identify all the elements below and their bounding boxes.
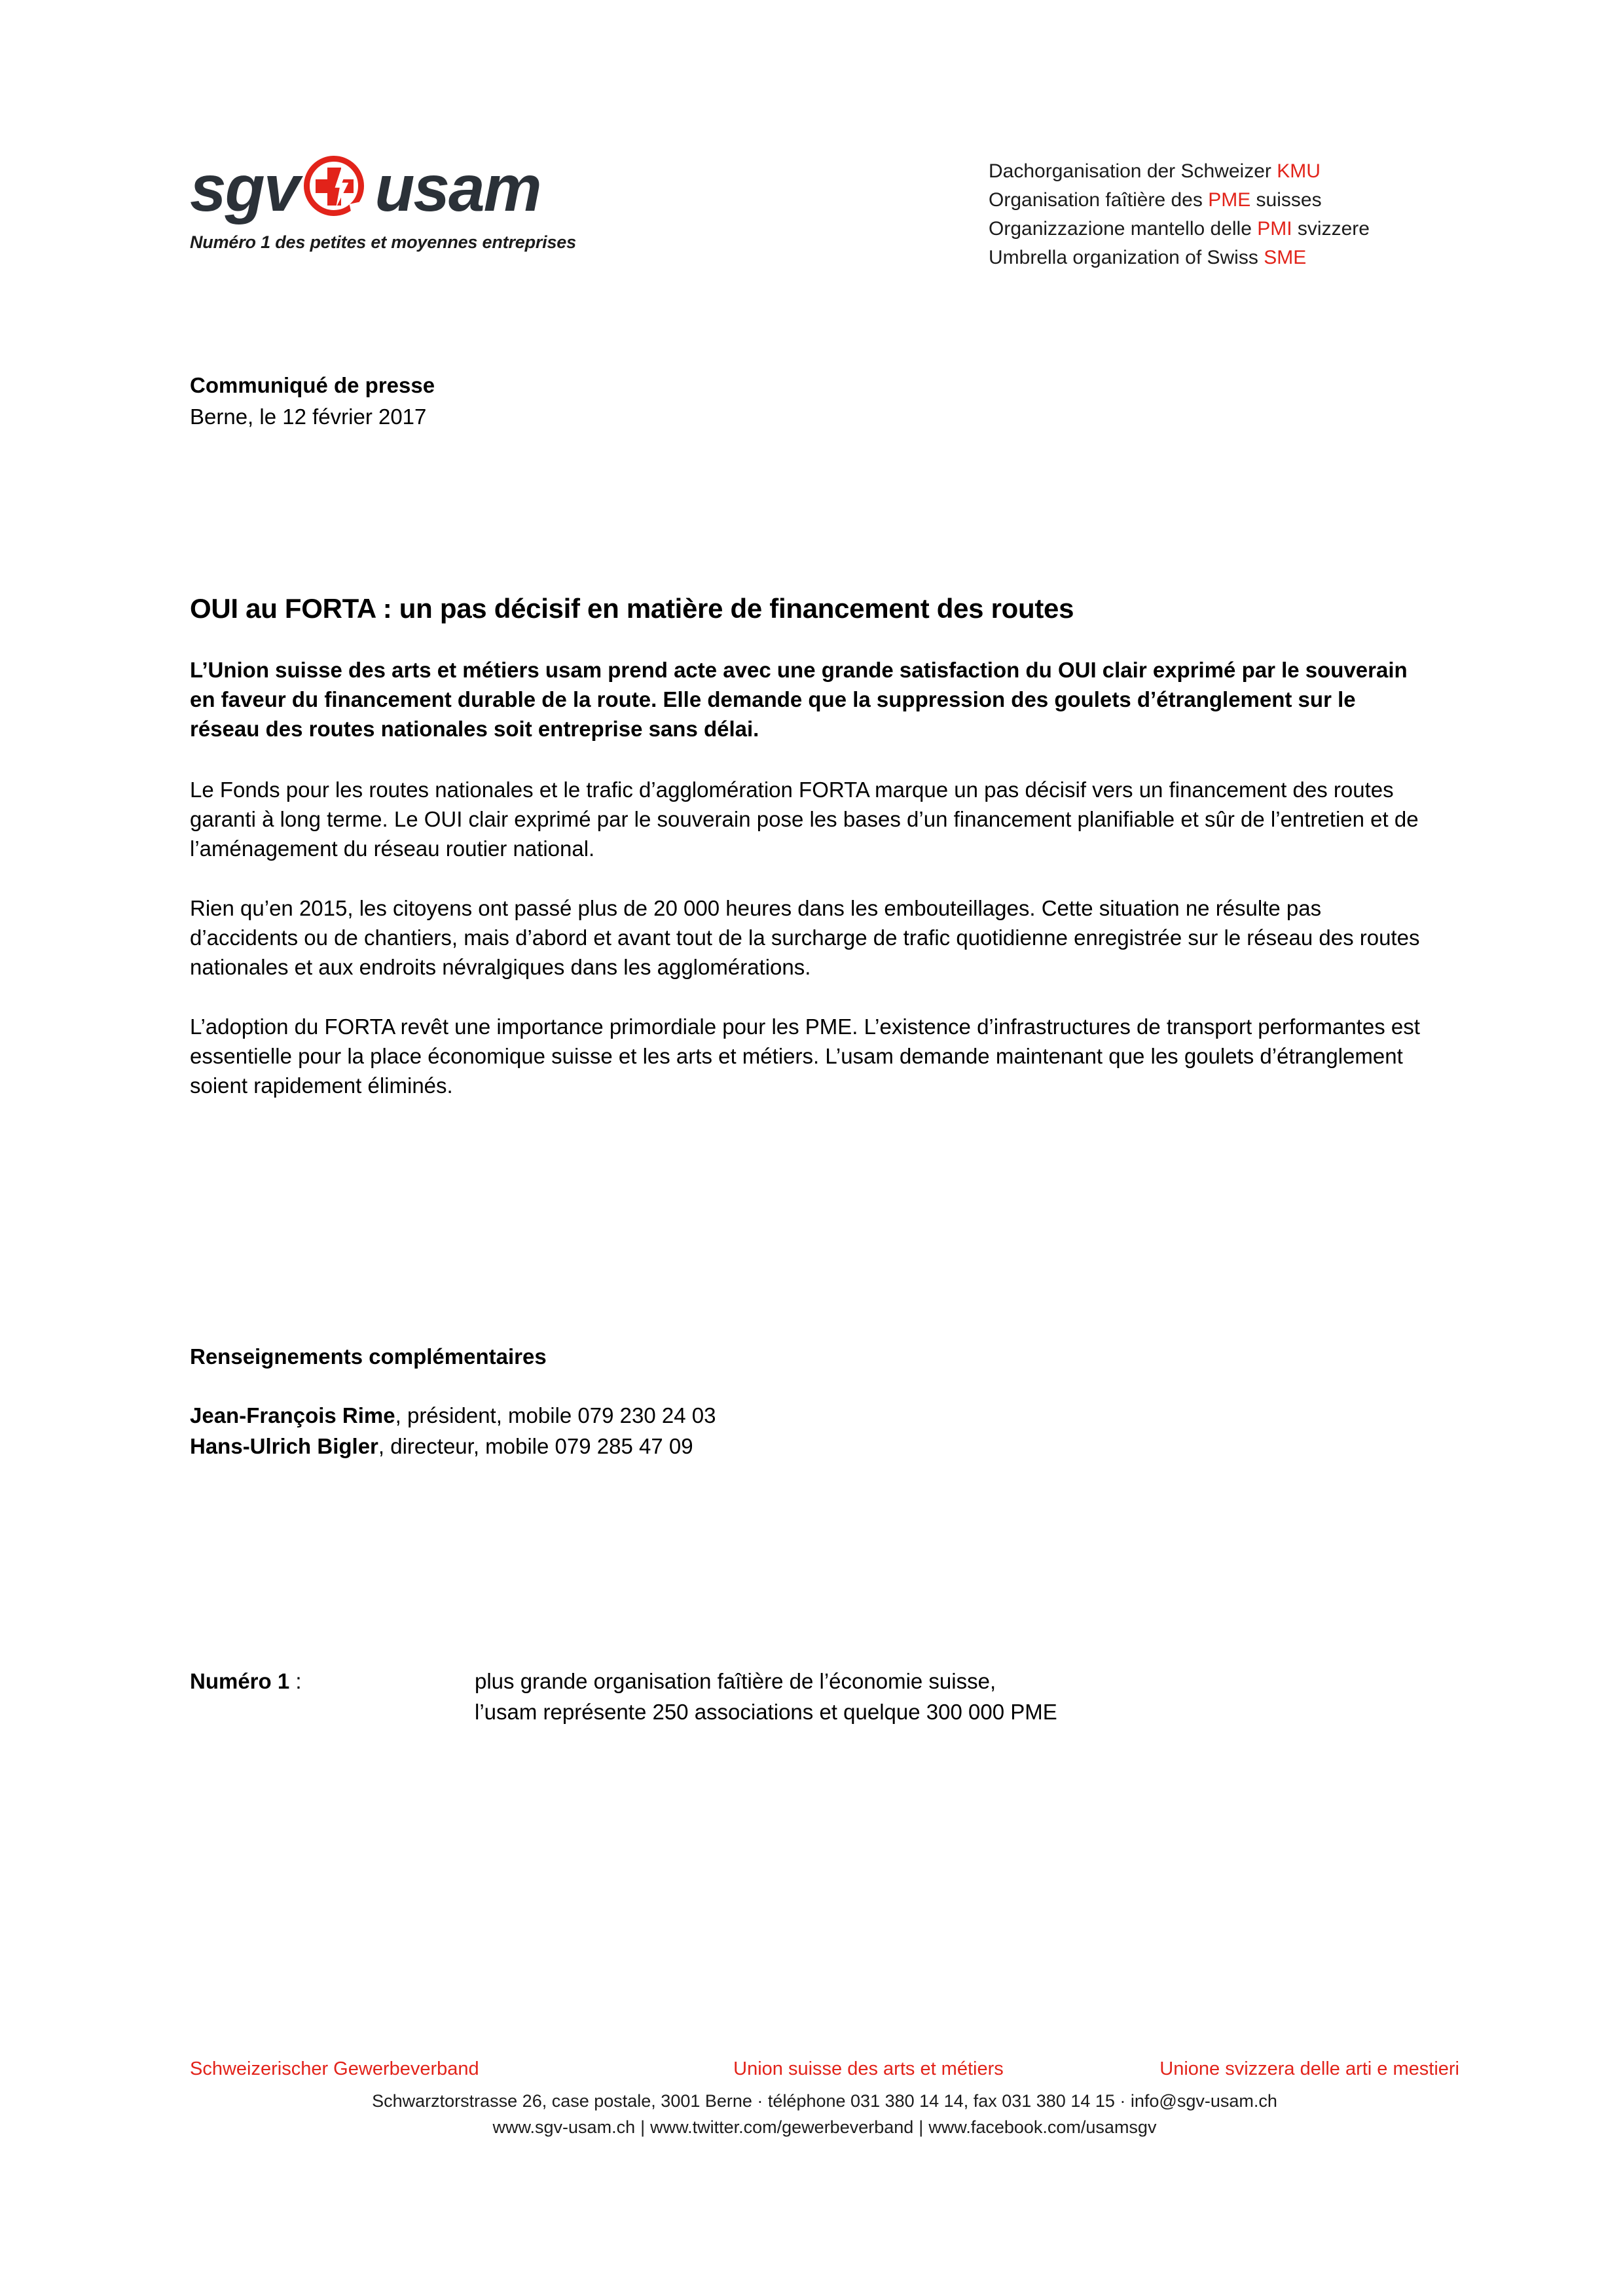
- logo-text-usam: usam: [374, 151, 541, 225]
- contact-details-president: , président, mobile 079 230 24 03: [395, 1403, 716, 1427]
- logo-wordmark: [190, 151, 609, 226]
- lang-fr-highlight: PME: [1208, 189, 1251, 211]
- emblem-cross-horizontal: [316, 179, 354, 193]
- lead-paragraph: L’Union suisse des arts et métiers usam prend acte avec une grande satisfaction du OUI clair exprimé par le souverain en faveur du financement durable de la route. Elle demande que la suppression des goulets d’étranglement sur le réseau des routes nationales soit entreprise sans délai.: [190, 658, 1408, 742]
- contact-row: [190, 1431, 1431, 1462]
- contact-name-director: Hans-Ulrich Bigler: [190, 1434, 378, 1458]
- contact-details-director: , directeur, mobile 079 285 47 09: [378, 1434, 693, 1458]
- boilerplate-label: [190, 1666, 475, 1727]
- lang-fr-suffix: suisses: [1250, 189, 1322, 211]
- footer-link-separator: |: [919, 2117, 924, 2137]
- boilerplate-label-rest: :: [289, 1669, 302, 1693]
- usam-logo: [190, 151, 609, 253]
- dateline-block: [190, 370, 435, 433]
- lang-de-highlight: KMU: [1277, 160, 1321, 182]
- footer-link-website[interactable]: www.sgv-usam.ch: [492, 2117, 636, 2137]
- boilerplate-value: [475, 1666, 1431, 1727]
- swiss-cross-bolt-emblem-icon: [302, 154, 371, 223]
- lang-fr-prefix: Organisation faîtière des: [989, 189, 1209, 211]
- contact-row: [190, 1400, 1431, 1431]
- lang-en-highlight: SME: [1264, 247, 1307, 268]
- document-type-label: Communiqué de presse: [190, 373, 435, 397]
- logo-text-sgv: sgv: [190, 151, 299, 225]
- footer-org-name-it: Unione svizzera delle arti e mestieri: [1159, 2058, 1459, 2079]
- lang-it-suffix: svizzere: [1292, 218, 1370, 240]
- body-paragraph-3: L’adoption du FORTA revêt une importance primordiale pour les PME. L’existence d’infrastructures de transport performantes est essentielle pour la place économique suisse et les arts et métiers. L’usam demande maintenant que les goulets d’étranglement soient rapidement éliminés.: [190, 1014, 1420, 1098]
- article-body: [190, 592, 1431, 1130]
- lang-it-prefix: Organizzazione mantello delle: [989, 218, 1258, 240]
- place-date-label: Berne, le 12 février 2017: [190, 404, 427, 429]
- boilerplate-line-1: plus grande organisation faîtière de l’économie suisse,: [475, 1669, 996, 1693]
- boilerplate-label-bold: Numéro 1: [190, 1669, 290, 1693]
- language-subtitles: [989, 157, 1370, 272]
- language-line-it: [989, 215, 1370, 243]
- logo-tagline: Numéro 1 des petites et moyennes entreprises: [190, 232, 576, 252]
- body-paragraph-2: Rien qu’en 2015, les citoyens ont passé plus de 20 000 heures dans les embouteillages. Cette situation ne résulte pas d’accidents ou de chantiers, mais d’abord et avant tout de la surcharge de trafic quotidienne enregistrée sur le réseau des routes nationales et aux endroits névralgiques dans les agglomérations.: [190, 896, 1420, 980]
- lang-it-highlight: PMI: [1257, 218, 1292, 240]
- document-header: [190, 151, 1466, 281]
- footer-org-names: [190, 2055, 1459, 2083]
- page-title: OUI au FORTA : un pas décisif en matière de financement des routes: [190, 593, 1074, 624]
- boilerplate-line-2: l’usam représente 250 associations et quelque 300 000 PME: [475, 1700, 1057, 1724]
- language-line-fr: [989, 186, 1370, 215]
- body-paragraph-1: Le Fonds pour les routes nationales et le trafic d’agglomération FORTA marque un pas décisif vers un financement des routes garanti à long terme. Le OUI clair exprimé par le souverain pose les bases d’un financement planifiable et sûr de l’entretien et de l’aménagement du réseau routier national.: [190, 778, 1419, 861]
- footer-org-name-de: Schweizerischer Gewerbeverband: [190, 2058, 479, 2079]
- lang-de-prefix: Dachorganisation der Schweizer: [989, 160, 1277, 182]
- footer-link-facebook[interactable]: www.facebook.com/usamsgv: [928, 2117, 1157, 2137]
- language-line-en: [989, 243, 1370, 272]
- language-line-de: [989, 157, 1370, 186]
- footer-link-separator: |: [640, 2117, 646, 2137]
- footer-address: Schwarztorstrasse 26, case postale, 3001 Berne · téléphone 031 380 14 14, fax 031 380 14 15 · info@sgv-usam.ch: [372, 2091, 1277, 2111]
- contact-name-president: Jean-François Rime: [190, 1403, 395, 1427]
- contact-heading: Renseignements complémentaires: [190, 1344, 547, 1369]
- contact-section: [190, 1342, 1431, 1462]
- lang-en-prefix: Umbrella organization of Swiss: [989, 247, 1264, 268]
- footer-org-name-fr: Union suisse des arts et métiers: [733, 2058, 1004, 2079]
- footer-links: [190, 2114, 1459, 2140]
- boilerplate-block: [190, 1666, 1431, 1727]
- footer-link-twitter[interactable]: www.twitter.com/gewerbeverband: [650, 2117, 914, 2137]
- document-footer: [190, 2055, 1459, 2140]
